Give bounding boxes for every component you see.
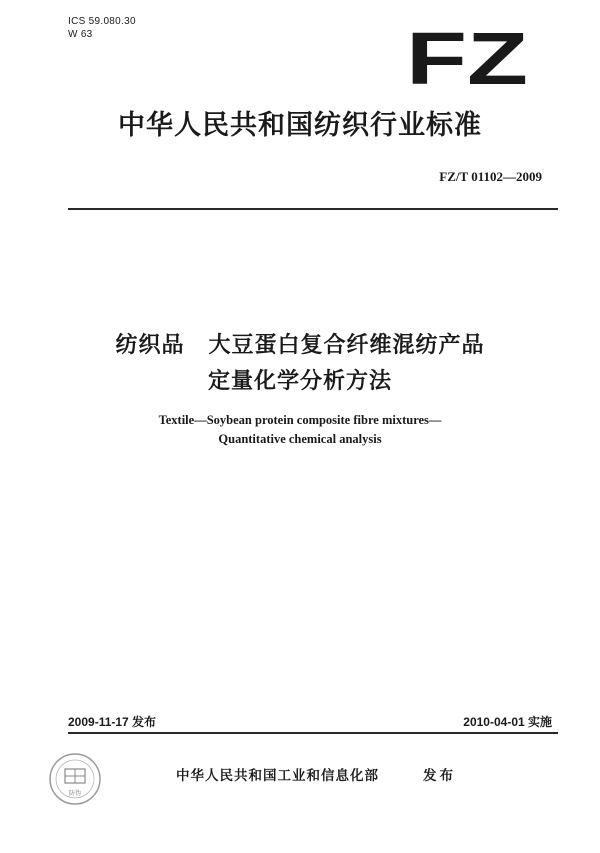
fz-logo-text: FZ [406,26,528,88]
footer-divider [68,732,558,734]
publish-label: 发布 [423,768,456,784]
classification-codes [68,15,136,41]
fz-logo [405,26,530,88]
standard-number: FZ/T 01102—2009 [439,169,542,184]
document-title-cn-line2: 定量化学分析方法 [207,369,392,394]
standard-title: 中华人民共和国纺织行业标准 [118,110,482,141]
issue-date: 2009-11-17 发布 [68,715,157,729]
document-title-cn-line1 [0,328,600,359]
title-cn-part1: 纺织品 [115,333,185,358]
publisher-name: 中华人民共和国工业和信息化部 [176,768,379,784]
document-title-en-line1: Textile—Soybean protein composite fibre mixtures— [158,413,442,427]
category-code: W 63 [68,29,93,40]
header-divider [68,208,558,210]
title-cn-part2: 大豆蛋白复合纤维混纺产品 [208,333,485,358]
anti-counterfeit-seal [48,752,102,806]
document-title-en-line2: Quantitative chemical analysis [218,432,382,446]
implementation-date: 2010-04-01 实施 [463,715,552,729]
ics-code: ICS 59.080.30 [68,16,136,27]
seal-text: 防伪 [68,790,82,797]
